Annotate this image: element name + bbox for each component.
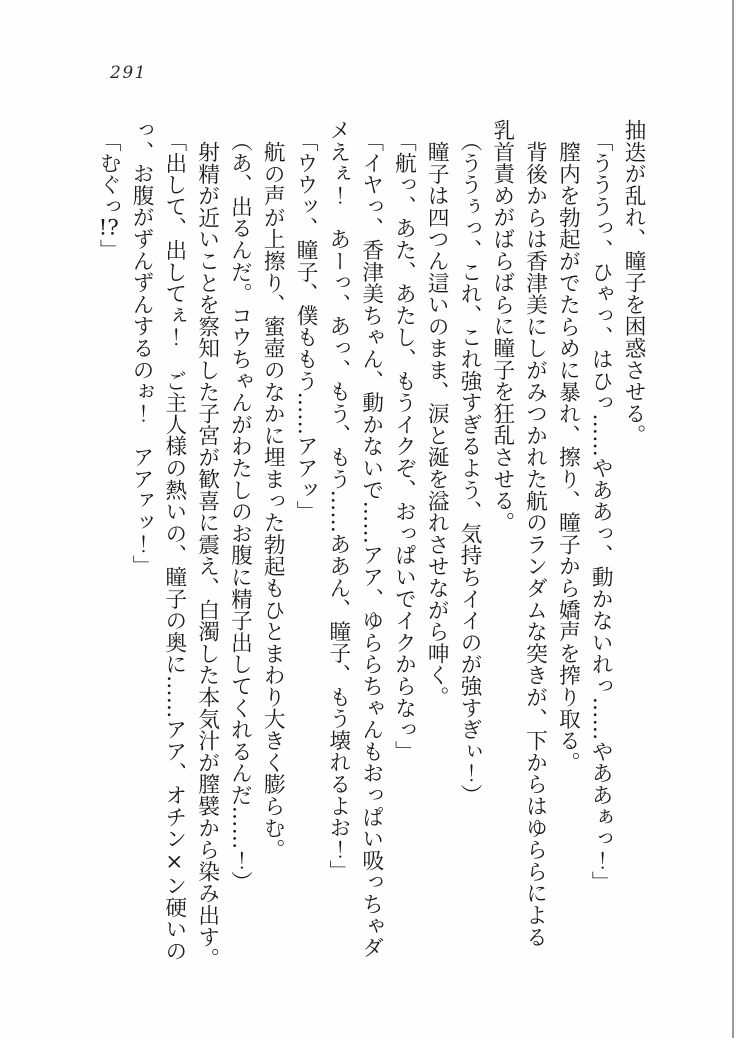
text-line: 瞳子は四つん這いのまま、涙と涎を溢れさせながら呻く。: [424, 140, 450, 708]
text-line: 航の声が上擦り、蜜壺のなかに埋まった勃起もひとまわり大きく膨らむ。: [260, 140, 286, 860]
text-line: 「出して、出してぇ！ ご主人様の熱いの、瞳子の奥に……アア、オチン×ン硬いの: [161, 129, 187, 962]
text-block: [91, 119, 649, 975]
text-line: 乳首責めがばらばらに瞳子を狂乱させる。: [489, 119, 515, 534]
text-line: （あ、出るんだ。コウちゃんがわたしのお腹に精子出してくれるんだ……！）: [227, 129, 253, 893]
text-line: 膣内を勃起がでたらめに暴れ、擦り、瞳子から嬌声を搾り取る。: [555, 140, 581, 773]
text-line: 背後からは香津美にしがみつかれた航のランダムな突きが、下からはゆららによる: [522, 140, 548, 948]
exclamation-question-tcy: !?: [98, 217, 119, 239]
text-line: 抽迭が乱れ、瞳子を困惑させる。: [621, 119, 646, 446]
text-line: 射精が近いことを察知した子宮が歓喜に震え、白濁した本気汁が膣襞から染み出す。: [194, 140, 220, 969]
text-line: 「むぐっ!?」: [96, 129, 122, 261]
page-edge-line: [732, 0, 734, 1038]
text-line: 「うううっ、ひゃっ、はひっ……やああっ、動かないれっ……やああぁっ！」: [588, 129, 614, 893]
text-line: 「イヤっ、香津美ちゃん、動かないで……アア、ゆららちゃんもおっぱい吸っちゃダ: [358, 129, 384, 959]
text-line: 「ウウッ、瞳子、僕ももう……アアッ」: [293, 129, 319, 523]
text-line: っ、お腹がずんずんするのぉ！ アアァッ！」: [129, 119, 155, 577]
text-line: メえぇ！ あーっ、あっ、もう、もう……ああん、瞳子、もう壊れるよお！」: [325, 119, 351, 882]
page-number: 291: [110, 63, 147, 83]
text-line: （ううぅっ、これ、これ強すぎるよう、気持ちイイのが強すぎぃ！）: [457, 129, 483, 806]
text-line: 「航っ、あた、あたし、もうイクぞ、おっぱいでイクからなっ」: [391, 129, 417, 762]
